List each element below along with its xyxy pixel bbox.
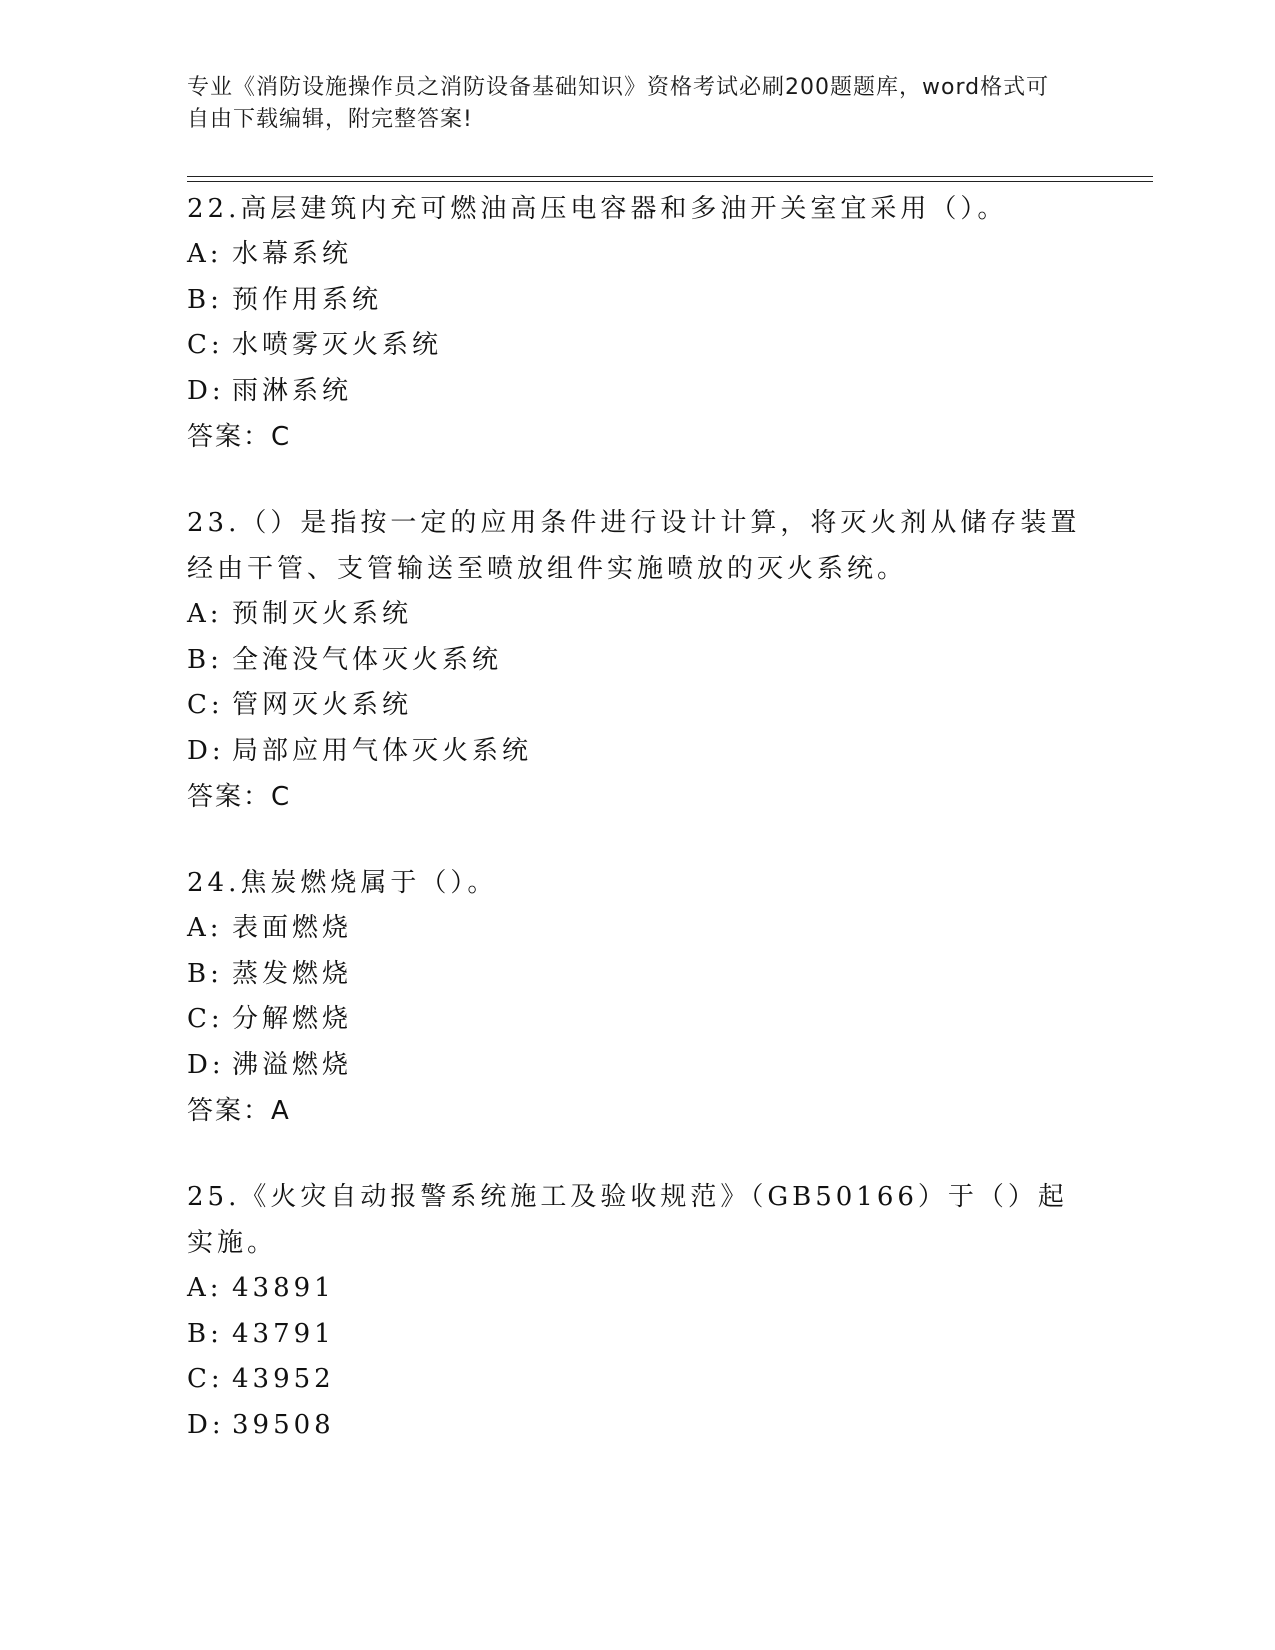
option-letter: D: bbox=[187, 375, 225, 406]
option-text: 43791 bbox=[232, 1318, 335, 1349]
question-24 bbox=[187, 860, 1087, 1134]
option-c bbox=[187, 997, 1087, 1043]
option-text: 43891 bbox=[232, 1273, 335, 1303]
option-a bbox=[187, 592, 1087, 638]
question-stem: 25.《火灾自动报警系统施工及验收规范》（GB50166）于（）起实施。 bbox=[187, 1182, 1068, 1258]
option-text: 水喷雾灭火系统 bbox=[232, 330, 443, 360]
option-b bbox=[187, 1312, 1087, 1358]
option-letter: C: bbox=[187, 1004, 224, 1034]
option-letter: B: bbox=[187, 958, 223, 989]
option-letter: C: bbox=[187, 1364, 224, 1394]
option-text: 全淹没气体灭火系统 bbox=[232, 644, 503, 675]
answer-label: 答案：C bbox=[187, 782, 292, 812]
option-letter: C: bbox=[187, 330, 224, 360]
option-c bbox=[187, 323, 1087, 369]
question-22 bbox=[187, 186, 1087, 460]
option-text: 雨淋系统 bbox=[232, 375, 353, 406]
option-letter: B: bbox=[187, 284, 223, 315]
question-23 bbox=[187, 500, 1087, 820]
header-divider-line-secondary bbox=[187, 181, 1153, 182]
option-a bbox=[187, 906, 1087, 952]
option-text: 39508 bbox=[232, 1409, 335, 1440]
option-d bbox=[187, 729, 1087, 775]
question-stem: 22.高层建筑内充可燃油高压电容器和多油开关室宜采用（）。 bbox=[187, 194, 1008, 224]
option-letter: A: bbox=[187, 599, 223, 629]
question-stem: 24.焦炭燃烧属于（）。 bbox=[187, 868, 498, 898]
option-a bbox=[187, 1266, 1087, 1312]
option-d bbox=[187, 1403, 1087, 1449]
option-text: 水幕系统 bbox=[232, 239, 353, 269]
option-b bbox=[187, 952, 1087, 998]
option-letter: A: bbox=[187, 1273, 223, 1303]
question-stem: 23.（）是指按一定的应用条件进行设计计算，将灭火剂从储存装置经由干管、支管输送至喷放组件实施喷放的灭火系统。 bbox=[187, 508, 1081, 584]
answer-label: 答案：A bbox=[187, 1096, 291, 1126]
option-c bbox=[187, 683, 1087, 729]
answer-label: 答案：C bbox=[187, 422, 292, 452]
option-letter: B: bbox=[187, 1318, 223, 1349]
option-d bbox=[187, 369, 1087, 415]
option-letter: A: bbox=[187, 239, 223, 269]
option-letter: A: bbox=[187, 913, 223, 943]
header-divider-line bbox=[187, 176, 1153, 177]
option-a bbox=[187, 232, 1087, 278]
option-text: 蒸发燃烧 bbox=[232, 958, 353, 989]
option-text: 分解燃烧 bbox=[232, 1004, 353, 1034]
question-25 bbox=[187, 1174, 1087, 1448]
option-text: 43952 bbox=[232, 1364, 335, 1394]
option-letter: C: bbox=[187, 690, 224, 720]
option-text: 预制灭火系统 bbox=[232, 599, 413, 629]
option-b bbox=[187, 278, 1087, 324]
option-b bbox=[187, 638, 1087, 684]
option-text: 预作用系统 bbox=[232, 284, 383, 315]
option-letter: B: bbox=[187, 644, 223, 675]
option-d bbox=[187, 1043, 1087, 1089]
option-letter: D: bbox=[187, 735, 225, 766]
option-letter: D: bbox=[187, 1049, 225, 1080]
option-text: 管网灭火系统 bbox=[232, 690, 413, 720]
document-header: 专业《消防设施操作员之消防设备基础知识》资格考试必刷200题题库，word格式可自由下载编辑，附完整答案! bbox=[187, 75, 1050, 132]
option-c bbox=[187, 1357, 1087, 1403]
option-letter: D: bbox=[187, 1409, 225, 1440]
option-text: 局部应用气体灭火系统 bbox=[232, 735, 533, 766]
option-text: 沸溢燃烧 bbox=[232, 1049, 353, 1080]
option-text: 表面燃烧 bbox=[232, 913, 353, 943]
question-list bbox=[187, 186, 1087, 1488]
